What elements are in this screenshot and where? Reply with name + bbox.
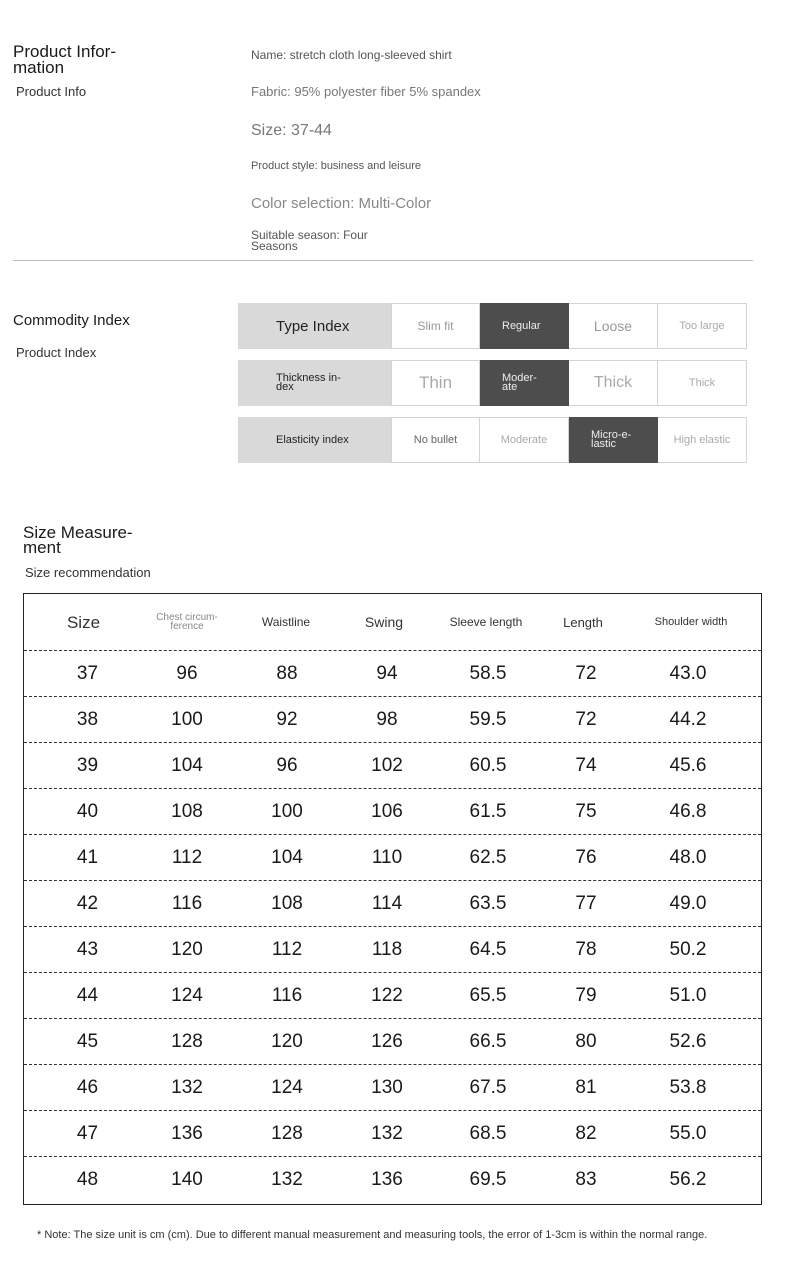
table-cell: 78 (575, 939, 597, 960)
table-cell: 48.0 (669, 847, 707, 868)
thickness-index-row (238, 360, 747, 406)
table-row (24, 1018, 761, 1065)
table-row (24, 1064, 761, 1111)
table-cell: 124 (171, 985, 203, 1006)
product-fabric: Fabric: 95% polyester fiber 5% spandex (251, 84, 481, 99)
thickness-option-thick-2: Thick (658, 360, 747, 406)
size-measurement-title: Size Measure- ment (23, 523, 133, 557)
table-cell: 55.0 (669, 1123, 707, 1144)
table-cell: 96 (276, 755, 298, 776)
table-row (24, 834, 761, 881)
table-cell: 43.0 (669, 663, 707, 684)
table-cell: 118 (371, 939, 403, 960)
table-row (24, 1156, 761, 1203)
table-cell: 46 (76, 1077, 99, 1098)
table-row (24, 650, 761, 697)
elasticity-option-no-bullet: No bullet (391, 417, 480, 463)
size-note: * Note: The size unit is cm (cm). Due to different manual measurement and measuring tools, the error of 1-3cm is within the normal range. (37, 1229, 708, 1241)
table-cell: 114 (371, 893, 403, 914)
table-cell: 58.5 (469, 663, 507, 684)
table-row (24, 880, 761, 927)
table-cell: 53.8 (669, 1077, 707, 1098)
thickness-index-label: Thickness in- dex (238, 360, 391, 406)
table-cell: 92 (276, 709, 298, 730)
table-cell: 44 (76, 985, 99, 1006)
table-cell: 37 (76, 663, 99, 684)
product-season: Suitable season: Four Seasons (251, 228, 368, 253)
table-cell: 45.6 (669, 755, 707, 776)
product-size: Size: 37-44 (251, 122, 332, 139)
product-name: Name: stretch cloth long-sleeved shirt (251, 48, 452, 62)
table-cell: 120 (171, 939, 203, 960)
header-size: Size (66, 612, 101, 632)
table-cell: 74 (575, 755, 597, 776)
table-cell: 106 (371, 801, 403, 822)
table-cell: 88 (276, 663, 298, 684)
table-cell: 110 (371, 847, 403, 868)
table-row (24, 742, 761, 789)
table-cell: 79 (575, 985, 597, 1006)
size-measurement-subtitle: Size recommendation (25, 565, 151, 580)
table-cell: 108 (171, 801, 203, 822)
table-cell: 62.5 (469, 847, 507, 868)
table-cell: 132 (171, 1077, 203, 1098)
table-cell: 80 (575, 1031, 597, 1052)
table-cell: 47 (76, 1123, 99, 1144)
table-cell: 122 (371, 985, 403, 1006)
table-cell: 132 (371, 1123, 403, 1144)
header-sleeve-length: Sleeve length (449, 614, 523, 629)
table-cell: 98 (376, 709, 398, 730)
table-cell: 40 (76, 801, 99, 822)
table-cell: 81 (575, 1077, 597, 1098)
type-option-regular: Regular (480, 303, 569, 349)
table-cell: 41 (76, 847, 99, 868)
table-cell: 128 (171, 1031, 203, 1052)
thickness-option-thick: Thick (569, 360, 658, 406)
table-cell: 50.2 (669, 939, 707, 960)
table-cell: 136 (171, 1123, 203, 1144)
table-cell: 56.2 (669, 1169, 707, 1190)
table-cell: 63.5 (469, 893, 507, 914)
table-cell: 48 (76, 1169, 99, 1190)
table-cell: 75 (575, 801, 597, 822)
elasticity-option-moderate: Moderate (480, 417, 569, 463)
table-cell: 140 (171, 1169, 203, 1190)
table-cell: 100 (171, 709, 203, 730)
elasticity-option-micro-elastic: Micro-e- lastic (569, 417, 658, 463)
table-cell: 44.2 (669, 709, 707, 730)
type-index-label: Type Index (238, 303, 391, 349)
table-cell: 104 (171, 755, 203, 776)
table-cell: 136 (371, 1169, 403, 1190)
table-cell: 100 (271, 801, 303, 822)
type-option-loose: Loose (569, 303, 658, 349)
table-row (24, 788, 761, 835)
table-cell: 72 (575, 663, 597, 684)
table-cell: 60.5 (469, 755, 507, 776)
table-cell: 108 (271, 893, 303, 914)
table-row (24, 926, 761, 973)
table-cell: 132 (271, 1169, 303, 1190)
table-cell: 124 (271, 1077, 303, 1098)
product-info-subtitle: Product Info (16, 84, 87, 99)
table-cell: 83 (575, 1169, 597, 1190)
table-cell: 112 (271, 939, 303, 960)
table-row (24, 1110, 761, 1157)
product-color: Color selection: Multi-Color (251, 195, 432, 212)
product-info-title: Product Infor- mation (13, 42, 116, 77)
table-row (24, 696, 761, 743)
commodity-index-title: Commodity Index (13, 312, 130, 329)
table-cell: 68.5 (469, 1123, 507, 1144)
table-cell: 77 (575, 893, 597, 914)
table-cell: 67.5 (469, 1077, 507, 1098)
table-cell: 94 (376, 663, 398, 684)
type-index-row (238, 303, 747, 349)
table-cell: 66.5 (469, 1031, 507, 1052)
table-cell: 46.8 (669, 801, 707, 822)
size-table (23, 593, 762, 1205)
table-cell: 64.5 (469, 939, 507, 960)
table-cell: 72 (575, 709, 597, 730)
table-cell: 82 (575, 1123, 597, 1144)
table-cell: 126 (371, 1031, 403, 1052)
header-chest: Chest circum- ference (156, 612, 218, 632)
commodity-index-subtitle: Product Index (16, 345, 97, 360)
thickness-option-thin: Thin (391, 360, 480, 406)
table-cell: 130 (371, 1077, 403, 1098)
table-cell: 52.6 (669, 1031, 707, 1052)
table-cell: 49.0 (669, 893, 707, 914)
table-row (24, 972, 761, 1019)
elasticity-index-row (238, 417, 747, 463)
type-option-slim-fit: Slim fit (391, 303, 480, 349)
type-option-too-large: Too large (658, 303, 747, 349)
table-cell: 120 (271, 1031, 303, 1052)
table-cell: 128 (271, 1123, 303, 1144)
table-cell: 65.5 (469, 985, 507, 1006)
elasticity-option-high-elastic: High elastic (658, 417, 747, 463)
header-swing: Swing (364, 613, 404, 630)
table-cell: 116 (271, 985, 303, 1006)
table-cell: 102 (371, 755, 403, 776)
elasticity-index-label: Elasticity index (238, 417, 391, 463)
header-shoulder-width: Shoulder width (654, 615, 728, 628)
table-cell: 69.5 (469, 1169, 507, 1190)
table-cell: 112 (171, 847, 203, 868)
header-waistline: Waistline (261, 614, 311, 629)
table-cell: 51.0 (669, 985, 707, 1006)
table-cell: 45 (76, 1031, 99, 1052)
table-cell: 96 (176, 663, 198, 684)
table-cell: 43 (76, 939, 99, 960)
table-cell: 38 (76, 709, 99, 730)
thickness-option-moderate: Moder- ate (480, 360, 569, 406)
table-cell: 61.5 (469, 801, 507, 822)
product-style: Product style: business and leisure (251, 160, 421, 172)
table-cell: 116 (171, 893, 203, 914)
table-cell: 76 (575, 847, 597, 868)
table-header-row (24, 594, 761, 650)
table-cell: 39 (76, 755, 99, 776)
table-cell: 104 (271, 847, 303, 868)
table-cell: 59.5 (469, 709, 507, 730)
header-length: Length (563, 614, 603, 630)
section-divider (13, 260, 753, 261)
table-cell: 42 (76, 893, 99, 914)
